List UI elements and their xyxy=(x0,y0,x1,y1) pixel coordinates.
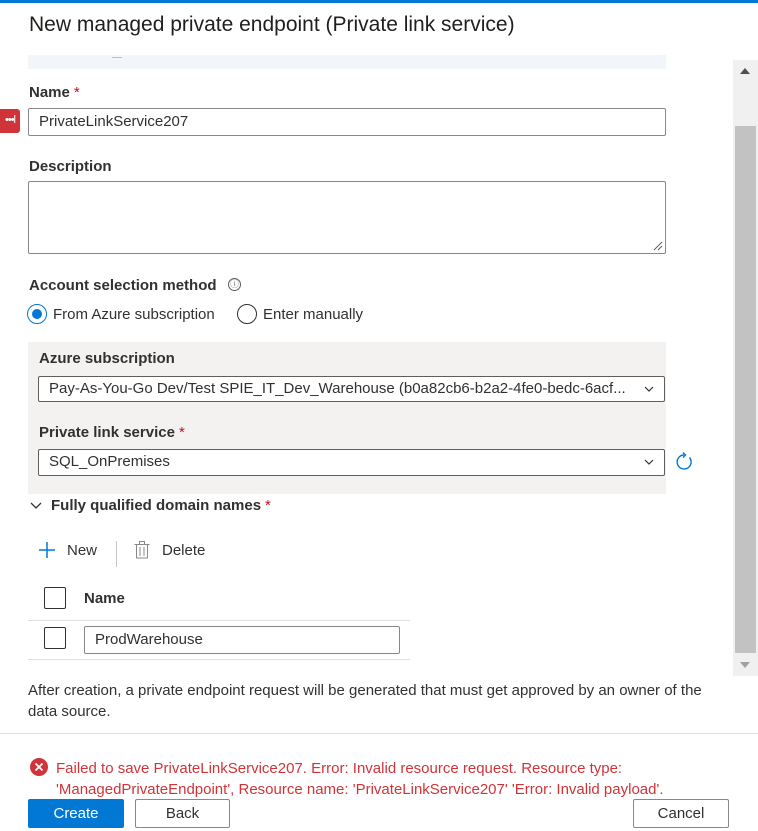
radio-label: Enter manually xyxy=(263,305,364,323)
chevron-down-icon xyxy=(644,457,654,467)
fqdn-input[interactable]: ProdWarehouse xyxy=(84,626,400,654)
scroll-up-arrow-icon[interactable] xyxy=(739,67,751,75)
azure-subscription-dropdown[interactable] xyxy=(38,376,665,402)
trash-icon xyxy=(134,541,150,559)
private-link-service-dropdown[interactable] xyxy=(38,449,665,476)
error-message: Failed to save PrivateLinkService207. Error: Invalid resource request. Resource type: 'ManagedPrivateEndpoint', Resource name: 'PrivateLinkService207' 'Error: Invalid payload'. xyxy=(56,760,664,798)
label-text: Fully qualified domain names xyxy=(51,497,262,514)
azure-subscription-label: Azure subscription xyxy=(39,350,175,367)
delete-button[interactable] xyxy=(134,541,205,559)
dropdown-value: Pay-As-You-Go Dev/Test SPIE_IT_Dev_Warehouse (b0a82cb6-b2a2-4fe0-bedc-6acf... xyxy=(49,380,626,397)
table-divider xyxy=(28,620,410,621)
table-header-name: Name xyxy=(84,590,125,607)
add-icon xyxy=(38,541,56,559)
fqdn-label xyxy=(51,497,271,514)
create-button[interactable]: Create xyxy=(28,799,124,828)
toolbar-divider xyxy=(116,541,117,567)
table-divider xyxy=(28,659,410,660)
radio-button-selected[interactable] xyxy=(27,304,47,324)
error-circle-icon xyxy=(29,757,49,777)
scroll-down-arrow-icon[interactable] xyxy=(739,661,751,669)
radio-button[interactable] xyxy=(237,304,257,324)
label-text: Private link service xyxy=(39,424,175,441)
required-mark: * xyxy=(178,424,185,441)
new-button-label: New xyxy=(67,541,98,559)
resize-grip-icon[interactable] xyxy=(653,241,663,251)
description-textarea[interactable] xyxy=(28,181,666,254)
name-label-text: Name xyxy=(29,84,70,101)
info-icon[interactable]: ⓘ xyxy=(229,279,239,289)
private-link-service-label xyxy=(39,424,185,441)
chevron-down-icon[interactable] xyxy=(29,499,43,513)
cancel-button[interactable]: Cancel xyxy=(633,799,729,828)
row-checkbox[interactable] xyxy=(44,627,66,649)
info-banner-remnant xyxy=(28,55,666,69)
delete-button-label: Delete xyxy=(162,541,206,559)
refresh-icon[interactable] xyxy=(674,452,694,472)
chevron-down-icon xyxy=(644,384,654,394)
dialog-title: New managed private endpoint (Private link service) xyxy=(29,13,515,36)
footer-divider xyxy=(0,733,758,734)
scrollbar-thumb[interactable] xyxy=(735,126,756,653)
radio-enter-manually[interactable] xyxy=(237,304,363,324)
select-all-checkbox[interactable] xyxy=(44,587,66,609)
required-mark: * xyxy=(73,84,80,101)
dropdown-value: SQL_OnPremises xyxy=(49,453,170,470)
description-label: Description xyxy=(29,158,112,175)
approval-note: After creation, a private endpoint request will be generated that must get approved by an owner of the data source. xyxy=(28,682,702,720)
account-selection-label: Account selection method xyxy=(29,277,217,294)
new-button[interactable] xyxy=(38,541,97,559)
required-mark: * xyxy=(265,497,271,514)
name-input[interactable]: PrivateLinkService207 xyxy=(28,108,666,136)
name-label xyxy=(29,84,80,101)
validation-error-badge[interactable]: •••l xyxy=(0,109,20,133)
fqdn-section-header[interactable] xyxy=(29,497,271,514)
radio-from-azure-subscription[interactable] xyxy=(27,304,215,324)
radio-label: From Azure subscription xyxy=(53,305,215,323)
top-accent-bar xyxy=(0,0,758,3)
back-button[interactable]: Back xyxy=(135,799,230,828)
